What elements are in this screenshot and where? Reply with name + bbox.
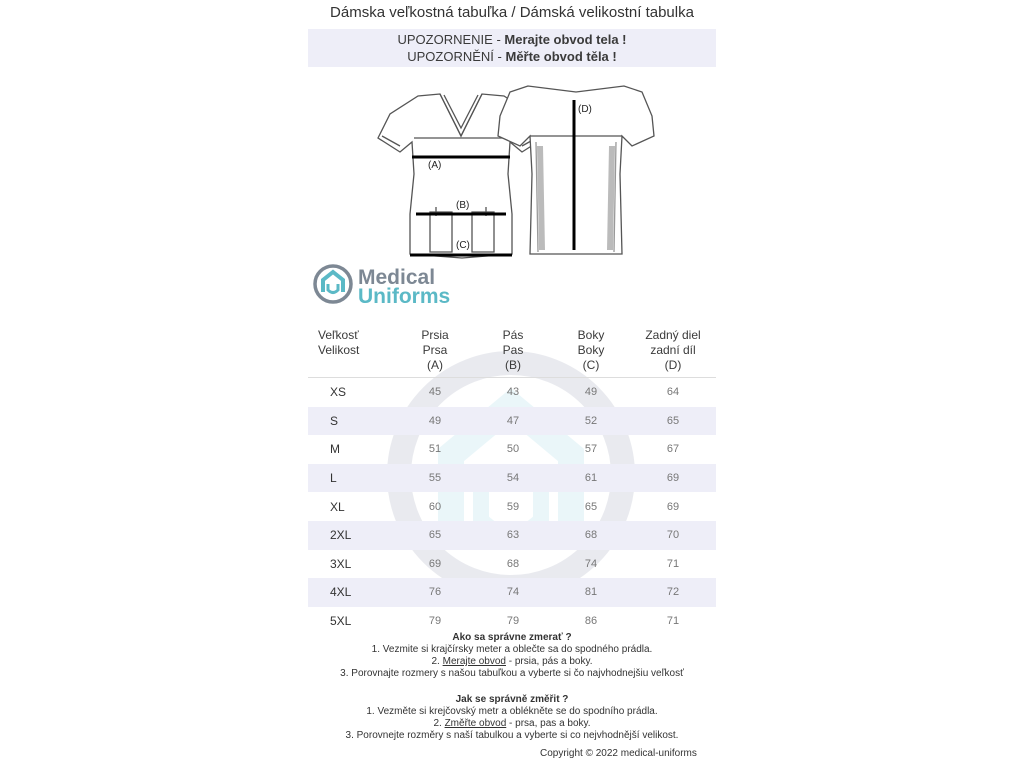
table-header-row	[308, 326, 716, 378]
size-table	[308, 326, 716, 635]
warning-line-sk	[308, 31, 716, 48]
warning-box	[308, 29, 716, 67]
label-b: (B)	[456, 200, 470, 211]
back-shirt-outline	[498, 86, 654, 254]
label-d: (D)	[578, 104, 592, 115]
logo-wordmark	[358, 268, 450, 306]
instructions-step2-cz: 2. Změřte obvod - prsa, pas a boky.	[433, 718, 591, 729]
instructions-step1-sk: 1. Vezmite si krajčírsky meter a oblečte sa do spodného prádla.	[371, 644, 653, 655]
medical-uniforms-logo-icon	[312, 262, 354, 306]
logo-line-uniforms: Uniforms	[358, 285, 451, 308]
instructions-sk	[0, 632, 1024, 680]
table-row: XL 60 59 65 69	[330, 499, 680, 514]
instructions-cz	[0, 694, 1024, 742]
table-row: XS 45 43 49 64	[330, 385, 680, 400]
label-c: (C)	[456, 240, 470, 251]
copyright: Copyright © 2022 medical-uniforms	[540, 748, 697, 759]
warning-prefix-cz: UPOZORNĚNÍ -	[407, 49, 506, 64]
instructions-heading-sk: Ako sa správne zmerať ?	[452, 632, 572, 643]
header-bust: Prsia Prsa (A)	[396, 326, 474, 378]
table-row: S 49 47 52 65	[308, 407, 716, 436]
header-back: Zadný diel zadní díl (D)	[630, 326, 716, 378]
scrub-top-diagram	[370, 76, 660, 262]
instructions-heading-cz: Jak se správně změřit ?	[455, 694, 569, 705]
instructions-step3-sk: 3. Porovnajte rozmery s našou tabuľkou a vyberte si čo najvhodnejšiu veľkosť	[340, 668, 684, 679]
warning-text-cz: Měřte obvod těla !	[505, 49, 617, 64]
table-row: M 51 50 57 67	[330, 442, 680, 457]
table-row: L 55 54 61 69	[308, 464, 716, 493]
header-waist: Pás Pas (B)	[474, 326, 552, 378]
table-row: 5XL 79 79 86 71	[330, 614, 680, 629]
warning-line-cz	[308, 48, 716, 65]
instructions-step2-sk: 2. Merajte obvod - prsia, pás a boky.	[431, 656, 593, 667]
header-hips: Boky Boky (C)	[552, 326, 630, 378]
instructions-step3-cz: 3. Porovnejte rozměry s naší tabulkou a vyberte si co nejvhodnější velikost.	[345, 730, 679, 741]
table-row: 3XL 69 68 74 71	[330, 556, 680, 571]
header-size: Veľkosť Velikost	[308, 326, 396, 378]
table-row: 2XL 65 63 68 70	[308, 521, 716, 550]
instructions-step1-cz: 1. Vezměte si krejčovský metr a oblékněte se do spodního prádla.	[366, 706, 658, 717]
logo-line-medical: Medical	[358, 266, 436, 289]
table-row: 4XL 76 74 81 72	[308, 578, 716, 607]
warning-text-sk: Merajte obvod tela !	[504, 32, 627, 47]
warning-prefix-sk: UPOZORNENIE -	[397, 32, 505, 47]
page-title: Dámska veľkostná tabuľka / Dámská velikostní tabulka	[330, 4, 694, 21]
label-a: (A)	[428, 160, 442, 171]
